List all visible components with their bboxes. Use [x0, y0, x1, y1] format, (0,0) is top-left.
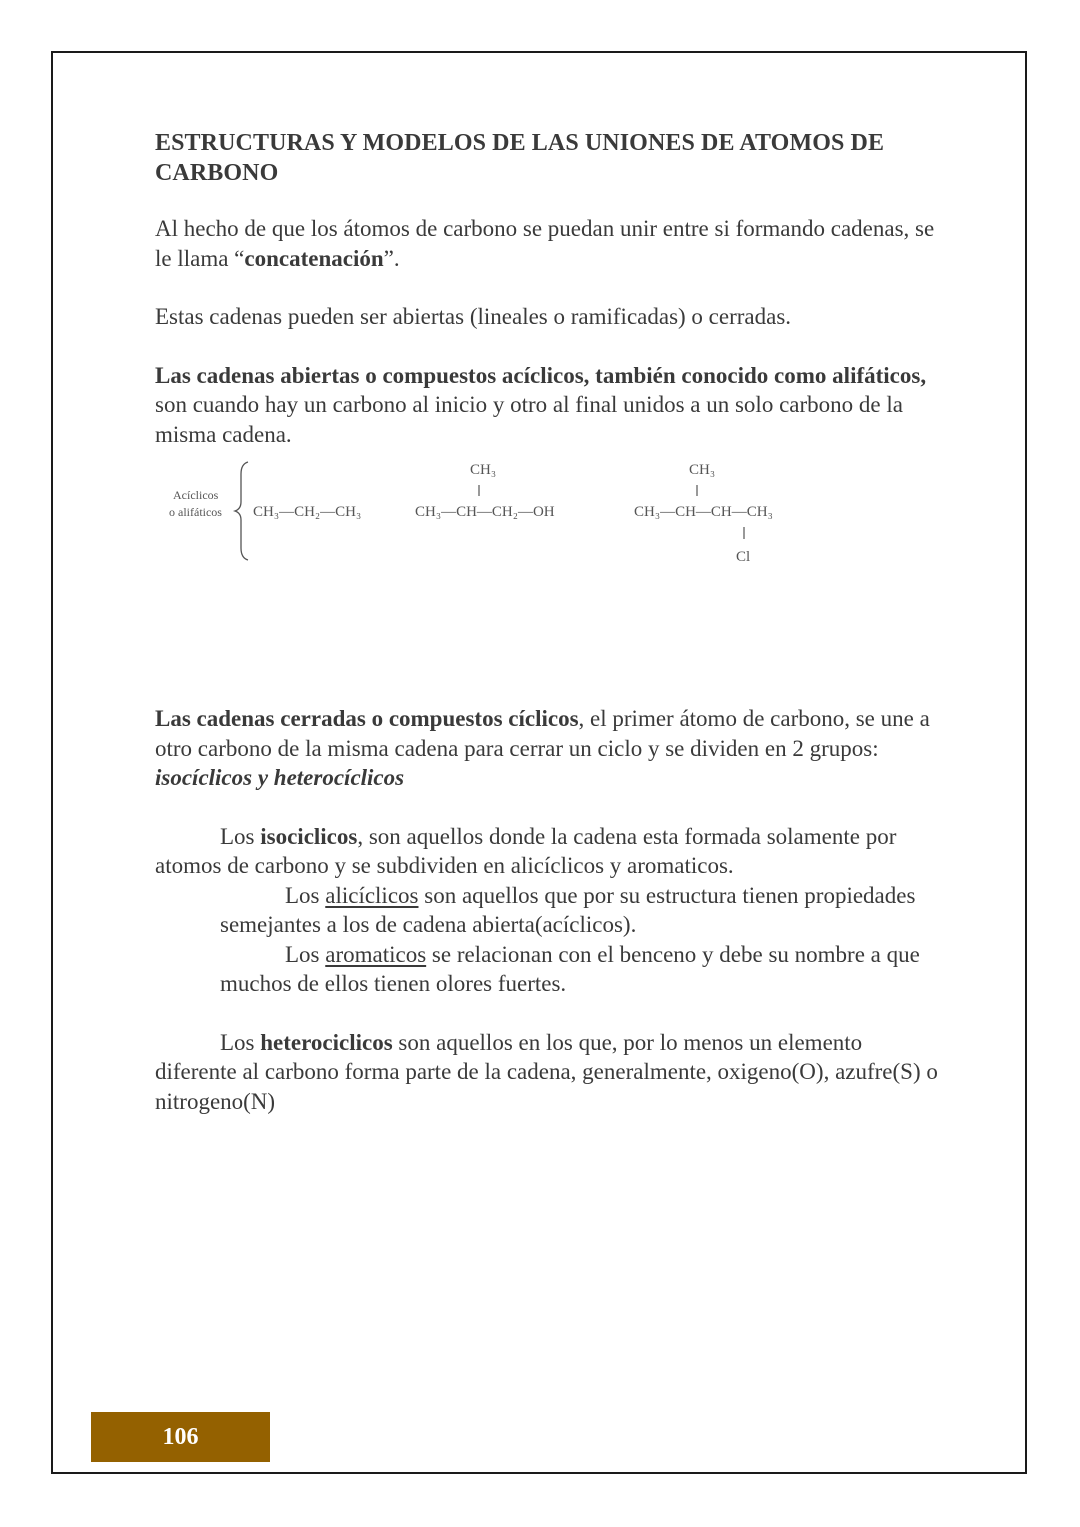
- formula2-methyl: CH₃: [470, 462, 497, 478]
- formula-propane: CH₃—CH₂—CH₃: [253, 504, 362, 520]
- paragraph-aromaticos: Los aromaticos se relacionan con el benceno y debe su nombre a que muchos de ellos tienen olores fuertes.: [220, 941, 920, 996]
- acyclic-formulas-figure: [155, 454, 945, 704]
- formulas-svg: [0, 454, 1080, 584]
- page-content: [155, 128, 945, 1116]
- formula-alcohol: CH₃—CH—CH₂—OH: [415, 504, 555, 520]
- term-concatenacion: concatenación: [244, 245, 384, 271]
- paragraph-heterociclicos: Los heterociclicos son aquellos en los que, por lo menos un elemento diferente al carbono forma parte de la cadena, generalmente, oxigeno(O), azufre(S) o nitrogeno(N): [155, 1029, 938, 1114]
- paragraph-isociclicos: Los isociclicos, son aquellos donde la cadena esta formada solamente por atomos de carbono y se subdividen en alicíclicos y aromaticos.: [155, 823, 897, 878]
- section-title: ESTRUCTURAS Y MODELOS DE LAS UNIONES DE ATOMOS DE CARBONO: [155, 130, 885, 186]
- paragraph-tipos-cadenas: Estas cadenas pueden ser abiertas (lineales o ramificadas) o cerradas.: [155, 304, 792, 329]
- paragraph-cadenas-cerradas: Las cadenas cerradas o compuestos cíclicos, el primer átomo de carbono, se une a otro carbono de la misma cadena para cerrar un ciclo y se dividen en 2 grupos: isocíclicos y heterocíclicos: [155, 706, 930, 790]
- formula3-chlorine: Cl: [736, 549, 751, 565]
- figure-label-line1: Acíclicos: [173, 488, 219, 502]
- curly-brace: [235, 462, 248, 560]
- paragraph-aliciclicos: Los alicíclicos son aquellos que por su estructura tienen propiedades semejantes a los de cadena abierta(acíclicos).: [220, 882, 916, 937]
- figure-label-line2: o alifáticos: [169, 505, 222, 519]
- page-number: 106: [162, 1424, 199, 1450]
- formula3-methyl: CH₃: [689, 462, 716, 478]
- paragraph-cadenas-abiertas: Las cadenas abiertas o compuestos acíclicos, también conocido como alifáticos, son cuando hay un carbono al inicio y otro al final unidos a un solo carbono de la misma cadena.: [155, 362, 927, 447]
- paragraph-concatenacion: Al hecho de que los átomos de carbono se puedan unir entre si formando cadenas, se le llama “concatenación”.: [155, 216, 935, 271]
- formula-chloro: CH₃—CH—CH—CH₃: [634, 504, 773, 520]
